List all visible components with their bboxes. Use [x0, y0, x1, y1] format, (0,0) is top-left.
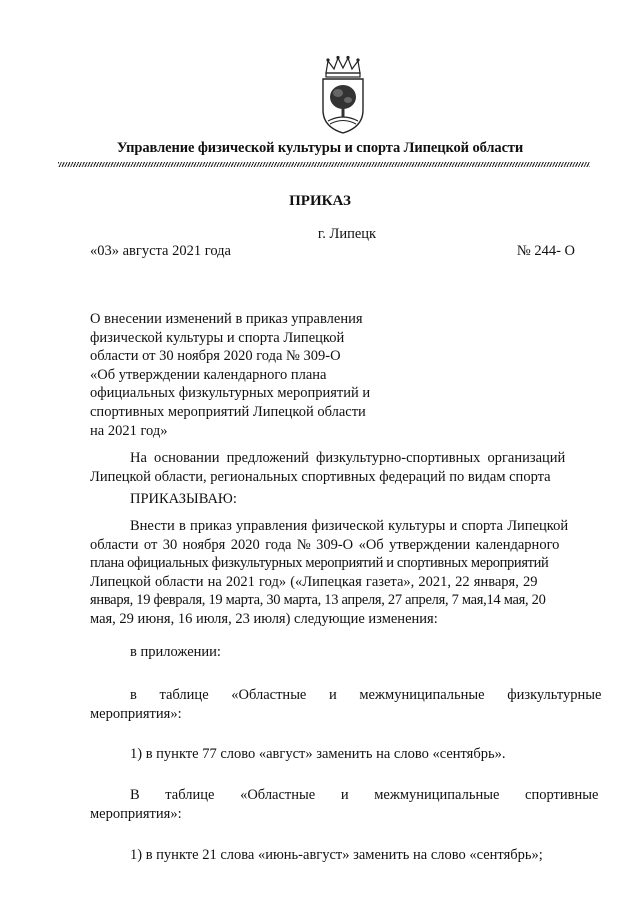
city: г. Липецк [317, 226, 377, 242]
paragraph-line: В таблице «Областные и межмуниципальные спортивные [130, 787, 599, 803]
paragraph-line: области от 30 ноября 2020 года № 309-О «Об утверждении календарного [90, 536, 560, 553]
order-date: «03» августа 2021 года [90, 243, 231, 259]
paragraph-line: ПРИКАЗЫВАЮ: [130, 491, 237, 507]
paragraph-line: в приложении: [130, 644, 221, 660]
date-number-line [90, 243, 575, 260]
subject-line: физической культуры и спорта Липецкой [90, 329, 345, 346]
paragraph-line: Липецкой области, региональных спортивных федераций по видам спорта [90, 468, 551, 485]
basis-paragraph [90, 449, 575, 486]
order-subject [90, 310, 400, 440]
paragraph-line: На основании предложений физкультурно-спортивных организаций [130, 450, 566, 466]
subject-line: спортивных мероприятий Липецкой области [90, 403, 366, 420]
order-word [90, 490, 575, 509]
paragraph-line: плана официальных физкультурных мероприятий и спортивных мероприятий [90, 555, 549, 572]
item2-paragraph [90, 846, 575, 865]
paragraph-line: мая, 29 июня, 16 июля, 23 июля) следующие изменения: [90, 610, 438, 627]
paragraph-line: Внести в приказ управления физической культуры и спорта Липецкой [130, 518, 569, 534]
subject-line: «Об утверждении календарного плана [90, 366, 327, 383]
order-number: № 244- О [516, 243, 575, 259]
paragraph-line: мероприятия»: [90, 805, 182, 822]
table2-paragraph [90, 786, 599, 823]
paragraph-line: января, 19 февраля, 19 марта, 30 марта, 13 апреля, 27 апреля, 7 мая,14 мая, 20 [90, 592, 546, 609]
subject-line: области от 30 ноября 2020 года № 309-О [90, 348, 341, 365]
paragraph-line: мероприятия»: [90, 705, 182, 722]
paragraph-line: Липецкой области на 2021 год» («Липецкая газета», 2021, 22 января, 29 [90, 573, 538, 590]
header-divider [58, 162, 590, 167]
paragraph-line: 1) в пункте 77 слово «август» заменить на слово «сентябрь». [130, 746, 506, 762]
table1-paragraph [90, 686, 602, 723]
organization-name: Управление физической культуры и спорта Липецкой области [116, 140, 524, 156]
subject-line: на 2021 год» [90, 422, 168, 439]
intro-paragraph [90, 517, 575, 629]
subject-line: О внесении изменений в приказ управления [90, 311, 363, 327]
appendix-line [90, 643, 575, 662]
document-title: ПРИКАЗ [289, 193, 351, 209]
item1-paragraph [90, 745, 575, 764]
paragraph-line: в таблице «Областные и межмуниципальные физкультурные [130, 687, 602, 703]
subject-line: официальных физкультурных мероприятий и [90, 385, 371, 402]
coat-of-arms-icon [318, 55, 368, 135]
paragraph-line: 1) в пункте 21 слова «июнь-август» заменить на слово «сентябрь»; [130, 847, 543, 863]
